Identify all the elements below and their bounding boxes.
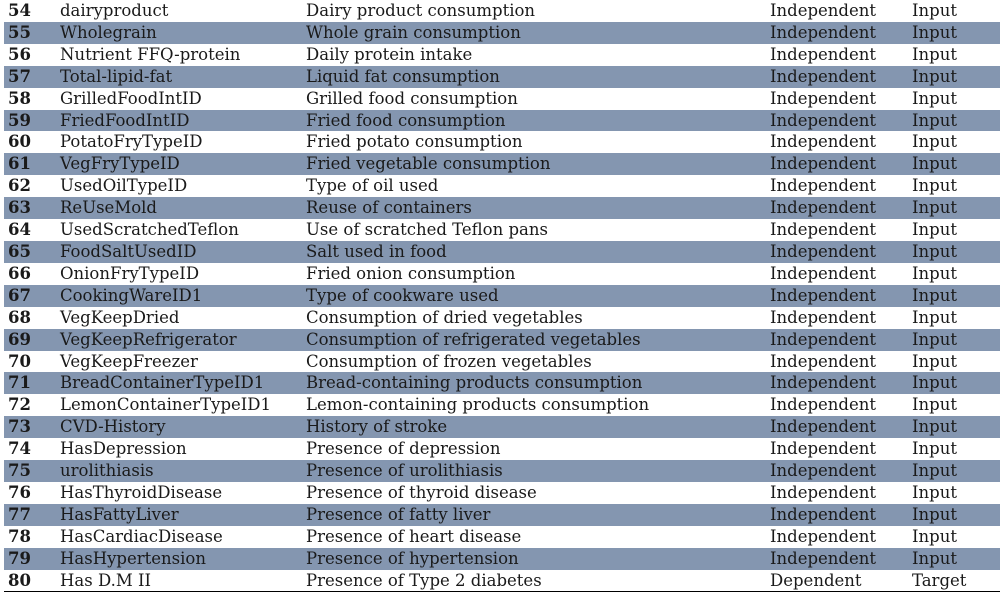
description-cell: Type of oil used <box>306 176 439 196</box>
variable-type-cell: Dependent <box>766 570 908 592</box>
variable-role-cell: Input <box>912 417 957 437</box>
variable-type-cell: Independent <box>770 482 877 502</box>
variable-type-cell: Independent <box>770 329 877 349</box>
variable-role-cell: Input <box>912 285 957 305</box>
variable-role-cell: Input <box>912 548 957 568</box>
variable-role-cell: Input <box>912 110 957 130</box>
description-cell: Presence of Type 2 diabetes <box>302 570 766 592</box>
variable-name-cell: urolithiasis <box>60 461 154 481</box>
variable-role-cell: Input <box>912 373 957 393</box>
table-row <box>4 438 1000 460</box>
description-cell: Presence of hypertension <box>306 548 519 568</box>
table-row <box>4 482 1000 504</box>
table-row <box>4 175 1000 197</box>
variable-name-cell: VegKeepRefrigerator <box>60 329 237 349</box>
description-cell: Presence of urolithiasis <box>306 461 503 481</box>
description-cell: Presence of heart disease <box>306 526 522 546</box>
variable-role-cell: Input <box>912 241 957 261</box>
variable-name-cell: CVD-History <box>60 417 166 437</box>
description-cell: Fried vegetable consumption <box>306 154 551 174</box>
row-number-cell: 60 <box>8 132 31 152</box>
variable-role-cell: Input <box>912 307 957 327</box>
table-row <box>4 372 1000 394</box>
variable-type-cell: Independent <box>770 439 877 459</box>
variable-role-cell: Input <box>912 1 957 20</box>
row-number-cell: 73 <box>8 417 31 437</box>
row-number-cell: 58 <box>8 88 31 108</box>
variable-name-cell: FoodSaltUsedID <box>60 241 197 261</box>
variable-role-cell: Target <box>908 570 1000 592</box>
variable-type-cell: Independent <box>770 548 877 568</box>
row-number-cell: 56 <box>8 44 31 64</box>
variable-role-cell: Input <box>912 198 957 218</box>
variable-name-cell: Nutrient FFQ-protein <box>60 44 241 64</box>
variable-type-cell: Independent <box>770 504 877 524</box>
variable-name-cell: dairyproduct <box>60 1 169 20</box>
variables-table-container <box>4 0 1000 592</box>
row-number-cell: 75 <box>8 461 31 481</box>
variable-name-cell: OnionFryTypeID <box>60 263 200 283</box>
description-cell: Liquid fat consumption <box>306 66 500 86</box>
variable-type-cell: Independent <box>770 220 877 240</box>
table-row <box>4 197 1000 219</box>
row-number-cell: 65 <box>8 241 31 261</box>
table-row <box>4 307 1000 329</box>
variable-name-cell: LemonContainerTypeID1 <box>60 395 272 415</box>
description-cell: Fried food consumption <box>306 110 506 130</box>
variable-name-cell: VegKeepDried <box>60 307 180 327</box>
variable-name-cell: HasDepression <box>60 439 187 459</box>
variable-name-cell: ReUseMold <box>60 198 157 218</box>
variable-name-cell: PotatoFryTypeID <box>60 132 203 152</box>
variable-type-cell: Independent <box>770 1 877 20</box>
variable-role-cell: Input <box>912 132 957 152</box>
row-number-cell: 77 <box>8 504 31 524</box>
row-number-cell: 64 <box>8 220 31 240</box>
row-number-cell: 79 <box>8 548 31 568</box>
variable-type-cell: Independent <box>770 307 877 327</box>
description-cell: Whole grain consumption <box>306 22 521 42</box>
row-number-cell: 67 <box>8 285 31 305</box>
table-row <box>4 460 1000 482</box>
variable-name-cell: Total-lipid-fat <box>60 66 173 86</box>
table-row <box>4 351 1000 373</box>
row-number-cell: 78 <box>8 526 31 546</box>
row-number-cell: 72 <box>8 395 31 415</box>
variable-type-cell: Independent <box>770 198 877 218</box>
table-row <box>4 88 1000 110</box>
variable-role-cell: Input <box>912 66 957 86</box>
variable-name-cell: UsedScratchedTeflon <box>60 220 239 240</box>
table-row <box>4 22 1000 44</box>
variable-type-cell: Independent <box>770 66 877 86</box>
description-cell: Grilled food consumption <box>306 88 518 108</box>
table-row <box>4 526 1000 548</box>
table-body <box>4 0 1000 592</box>
variable-role-cell: Input <box>912 88 957 108</box>
variable-role-cell: Input <box>912 504 957 524</box>
row-number-cell: 74 <box>8 439 31 459</box>
description-cell: History of stroke <box>306 417 448 437</box>
variable-role-cell: Input <box>912 44 957 64</box>
description-cell: Use of scratched Teflon pans <box>306 220 548 240</box>
row-number-cell: 55 <box>8 22 31 42</box>
variable-role-cell: Input <box>912 439 957 459</box>
table-row <box>4 394 1000 416</box>
variable-role-cell: Input <box>912 154 957 174</box>
variable-role-cell: Input <box>912 461 957 481</box>
variable-type-cell: Independent <box>770 373 877 393</box>
description-cell: Daily protein intake <box>306 44 473 64</box>
row-number-cell: 71 <box>8 373 31 393</box>
description-cell: Fried potato consumption <box>306 132 523 152</box>
table-row <box>4 241 1000 263</box>
variable-type-cell: Independent <box>770 154 877 174</box>
description-cell: Type of cookware used <box>306 285 499 305</box>
variable-name-cell: CookingWareID1 <box>60 285 203 305</box>
variable-role-cell: Input <box>912 526 957 546</box>
variable-role-cell: Input <box>912 220 957 240</box>
table-row <box>4 131 1000 153</box>
row-number-cell: 61 <box>8 154 31 174</box>
variable-type-cell: Independent <box>770 132 877 152</box>
description-cell: Bread-containing products consumption <box>306 373 643 393</box>
description-cell: Salt used in food <box>306 241 447 261</box>
variable-type-cell: Independent <box>770 22 877 42</box>
variable-type-cell: Independent <box>770 88 877 108</box>
row-number-cell: 59 <box>8 110 31 130</box>
description-cell: Presence of depression <box>306 439 501 459</box>
variable-type-cell: Independent <box>770 176 877 196</box>
variable-name-cell: VegKeepFreezer <box>60 351 198 371</box>
variable-type-cell: Independent <box>770 263 877 283</box>
variable-role-cell: Input <box>912 329 957 349</box>
variable-role-cell: Input <box>912 351 957 371</box>
variable-type-cell: Independent <box>770 44 877 64</box>
row-number-cell: 70 <box>8 351 31 371</box>
table-row <box>4 66 1000 88</box>
table-row <box>4 219 1000 241</box>
variables-table <box>4 0 1000 592</box>
variable-name-cell: HasHypertension <box>60 548 206 568</box>
variable-name-cell: FriedFoodIntID <box>60 110 190 130</box>
row-number-cell: 66 <box>8 263 31 283</box>
variable-type-cell: Independent <box>770 461 877 481</box>
row-number-cell: 54 <box>8 1 31 20</box>
description-cell: Consumption of frozen vegetables <box>306 351 592 371</box>
variable-role-cell: Input <box>912 395 957 415</box>
row-number-cell: 69 <box>8 329 31 349</box>
description-cell: Dairy product consumption <box>306 1 536 20</box>
variable-name-cell: VegFryTypeID <box>60 154 180 174</box>
table-row <box>4 0 1000 22</box>
variable-type-cell: Independent <box>770 395 877 415</box>
variable-type-cell: Independent <box>770 417 877 437</box>
table-row <box>4 153 1000 175</box>
description-cell: Lemon-containing products consumption <box>306 395 650 415</box>
row-number-cell: 68 <box>8 307 31 327</box>
table-row <box>4 285 1000 307</box>
variable-name-cell: HasThyroidDisease <box>60 482 223 502</box>
variable-role-cell: Input <box>912 176 957 196</box>
description-cell: Presence of thyroid disease <box>306 482 537 502</box>
row-number-cell: 76 <box>8 482 31 502</box>
row-number-cell: 62 <box>8 176 31 196</box>
table-row <box>4 548 1000 570</box>
row-number-cell: 80 <box>4 570 56 592</box>
variable-role-cell: Input <box>912 263 957 283</box>
variable-name-cell: HasFattyLiver <box>60 504 179 524</box>
variable-name-cell: Wholegrain <box>60 22 157 42</box>
table-row <box>4 110 1000 132</box>
variable-type-cell: Independent <box>770 526 877 546</box>
description-cell: Fried onion consumption <box>306 263 516 283</box>
variable-role-cell: Input <box>912 22 957 42</box>
variable-role-cell: Input <box>912 482 957 502</box>
table-row <box>4 329 1000 351</box>
description-cell: Consumption of refrigerated vegetables <box>306 329 641 349</box>
variable-type-cell: Independent <box>770 351 877 371</box>
variable-type-cell: Independent <box>770 285 877 305</box>
variable-name-cell: HasCardiacDisease <box>60 526 223 546</box>
table-row <box>4 416 1000 438</box>
table-row <box>4 44 1000 66</box>
description-cell: Consumption of dried vegetables <box>306 307 583 327</box>
variable-name-cell: BreadContainerTypeID1 <box>60 373 265 393</box>
variable-name-cell: GrilledFoodIntID <box>60 88 202 108</box>
table-row <box>4 570 1000 592</box>
variable-name-cell: Has D.M II <box>56 570 302 592</box>
description-cell: Reuse of containers <box>306 198 472 218</box>
description-cell: Presence of fatty liver <box>306 504 491 524</box>
row-number-cell: 57 <box>8 66 31 86</box>
table-row <box>4 263 1000 285</box>
variable-type-cell: Independent <box>770 110 877 130</box>
table-row <box>4 504 1000 526</box>
variable-type-cell: Independent <box>770 241 877 261</box>
row-number-cell: 63 <box>8 198 31 218</box>
variable-name-cell: UsedOilTypeID <box>60 176 188 196</box>
